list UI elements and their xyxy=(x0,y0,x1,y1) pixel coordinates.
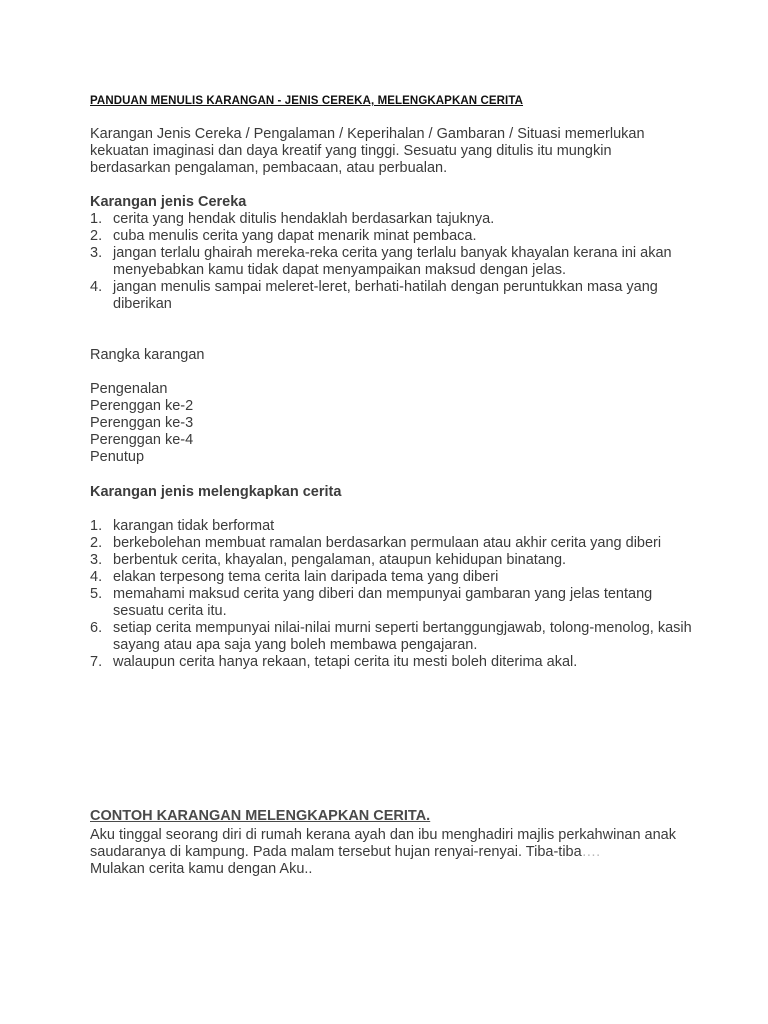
melengkapkan-heading: Karangan jenis melengkapkan cerita xyxy=(90,484,342,500)
list-item xyxy=(90,552,700,569)
list-item xyxy=(90,245,700,279)
list-text: cuba menulis cerita yang dapat menarik minat pembaca. xyxy=(113,228,477,244)
list-item xyxy=(90,654,700,671)
list-number: 3. xyxy=(90,552,103,568)
list-number: 6. xyxy=(90,620,103,636)
document-page xyxy=(90,0,730,1024)
list-number: 3. xyxy=(90,245,103,261)
list-text: karangan tidak berformat xyxy=(113,518,275,534)
list-text: berkebolehan membuat ramalan berdasarkan permulaan atau akhir cerita yang diberi xyxy=(113,535,662,551)
intro-paragraph: Karangan Jenis Cereka / Pengalaman / Keperihalan / Gambaran / Situasi memerlukan kekuatan imaginasi dan daya kreatif yang tinggi. Sesuatu yang ditulis itu mungkin berdasarkan pengalaman, pembacaan, atau perbualan. xyxy=(90,126,645,176)
list-number: 1. xyxy=(90,211,103,227)
list-text: jangan menulis sampai meleret-leret, berhati-hatilah dengan peruntukkan masa yang diberikan xyxy=(113,279,658,312)
contoh-heading: CONTOH KARANGAN MELENGKAPKAN CERITA. xyxy=(90,808,431,824)
rangka-part: Perenggan ke-2 xyxy=(90,398,194,414)
list-item xyxy=(90,620,700,654)
rangka-part: Perenggan ke-3 xyxy=(90,415,194,431)
contoh-body xyxy=(90,827,715,878)
list-item xyxy=(90,586,700,620)
rangka-part: Perenggan ke-4 xyxy=(90,432,194,448)
list-text: setiap cerita mempunyai nilai-nilai murni seperti bertanggungjawab, tolong-menolog, kasih sayang atau apa saja yang boleh membawa pengajaran. xyxy=(113,620,692,653)
cereka-list xyxy=(90,211,700,313)
contoh-closing: Mulakan cerita kamu dengan Aku.. xyxy=(90,861,313,877)
list-number: 1. xyxy=(90,518,103,534)
list-number: 2. xyxy=(90,228,103,244)
document-title: PANDUAN MENULIS KARANGAN - JENIS CEREKA, MELENGKAPKAN CERITA xyxy=(90,95,524,107)
rangka-part: Pengenalan xyxy=(90,381,168,397)
list-number: 7. xyxy=(90,654,103,670)
list-text: memahami maksud cerita yang diberi dan mempunyai gambaran yang jelas tentang sesuatu cerita itu. xyxy=(113,586,653,619)
list-item xyxy=(90,279,700,313)
list-item xyxy=(90,535,700,552)
list-item xyxy=(90,569,700,586)
rangka-label: Rangka karangan xyxy=(90,347,205,363)
list-text: berbentuk cerita, khayalan, pengalaman, ataupun kehidupan binatang. xyxy=(113,552,567,568)
rangka-parts xyxy=(90,381,193,466)
list-item xyxy=(90,518,700,535)
list-number: 2. xyxy=(90,535,103,551)
list-text: walaupun cerita hanya rekaan, tetapi cerita itu mesti boleh diterima akal. xyxy=(113,654,578,670)
list-text: cerita yang hendak ditulis hendaklah berdasarkan tajuknya. xyxy=(113,211,495,227)
list-text: jangan terlalu ghairah mereka-reka cerita yang terlalu banyak khayalan kerana ini akan menyebabkan kamu tidak dapat menyampaikan maksud dengan jelas. xyxy=(113,245,672,278)
contoh-ellipsis: …. xyxy=(581,844,601,860)
list-number: 4. xyxy=(90,279,103,295)
cereka-heading: Karangan jenis Cereka xyxy=(90,194,247,210)
list-number: 4. xyxy=(90,569,103,585)
list-item xyxy=(90,228,700,245)
melengkapkan-list xyxy=(90,518,700,671)
list-number: 5. xyxy=(90,586,103,602)
contoh-text: Aku tinggal seorang diri di rumah kerana ayah dan ibu menghadiri majlis perkahwinan anak saudaranya di kampung. Pada malam tersebut hujan renyai-renyai. Tiba-tiba xyxy=(90,827,676,860)
rangka-part: Penutup xyxy=(90,449,145,465)
list-text: elakan terpesong tema cerita lain daripada tema yang diberi xyxy=(113,569,499,585)
list-item xyxy=(90,211,700,228)
